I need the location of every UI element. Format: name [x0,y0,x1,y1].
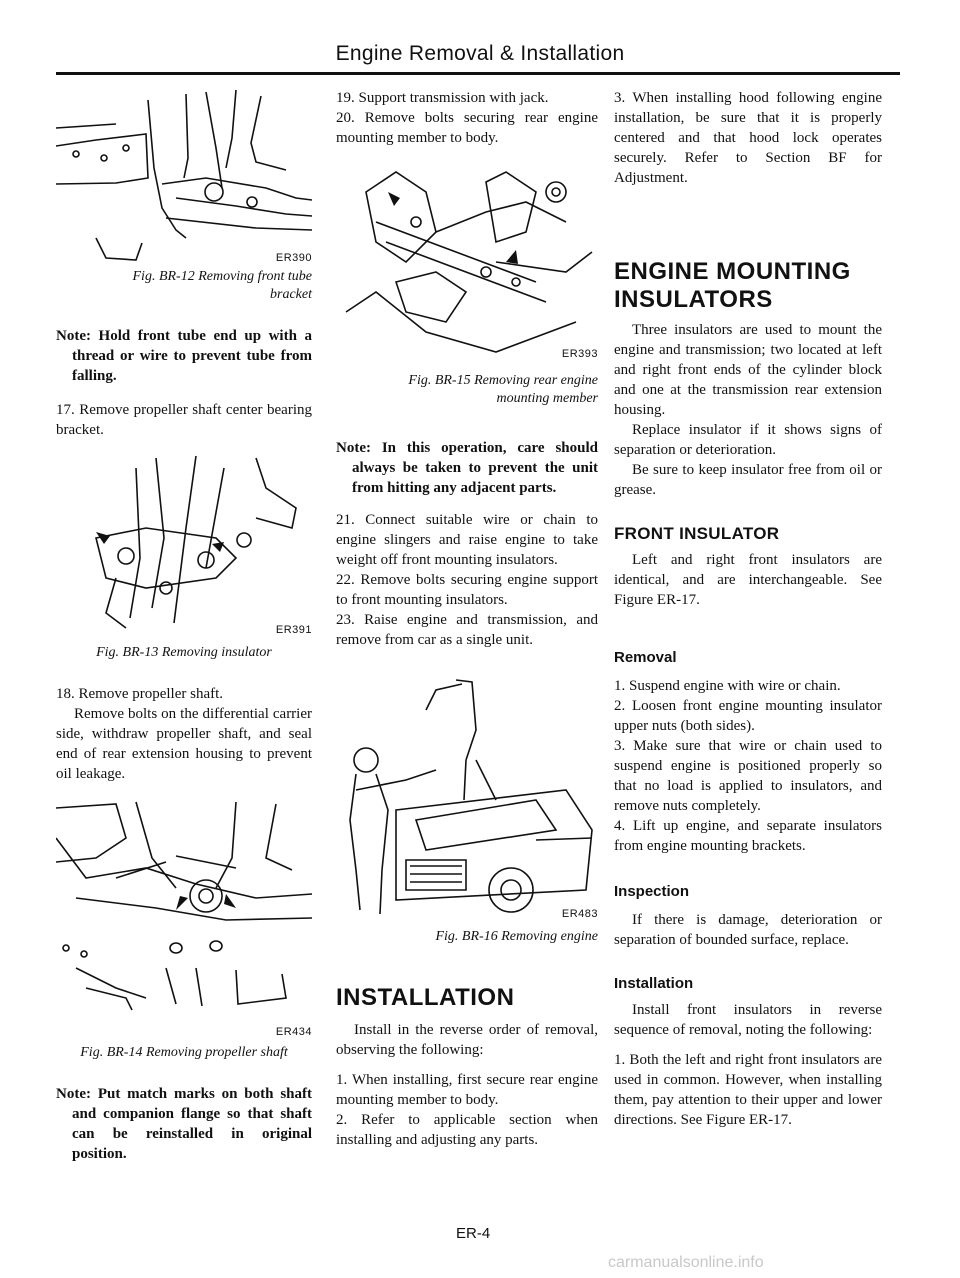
section-heading: ENGINE MOUNTING [614,258,851,285]
removal-step-2: 2. Loosen front engine mounting insulator upper nuts (both sides). [614,698,882,734]
install-intro: Install in the reverse order of removal, observing the following: [336,1022,598,1058]
inspection-paragraph: If there is damage, deterioration or separation of bounded surface, replace. [614,912,882,948]
install-step-3: 3. When installing hood following engine installation, be sure that it is properly centered and that hood lock operates securely. Refer to Section BF for Adjustment. [614,90,882,186]
front-insulator-paragraph: Left and right front insulators are identical, and are interchangeable. See Figure ER-17. [614,552,882,608]
figure-br12 [56,88,312,266]
front-tube-bracket-illustration [56,88,312,266]
page-header: Engine Removal & Installation [335,42,625,65]
figure-br13 [56,448,312,638]
step-21: 21. Connect suitable wire or chain to engine slingers and raise engine to take weight off front mounting insulators. [336,512,598,568]
installation-step-1: 1. Both the left and right front insulators are used in common. However, when installing them, pay attention to their upper and lower directions. See Figure ER-17. [614,1052,882,1128]
column-middle [336,88,598,1150]
step-17: 17. Remove propeller shaft center bearing bracket. [56,402,312,438]
figure-code: ER390 [275,252,312,264]
figure-caption: Fig. BR-16 Removing engine [435,929,598,944]
install-step-1: 1. When installing, first secure rear engine mounting member to body. [336,1072,598,1108]
figure-caption: Fig. BR-12 Removing front tube [132,269,312,284]
note-care: Note: In this operation, care should always be taken to prevent the unit from hitting any adjacent parts. [336,440,598,496]
figure-code: ER393 [561,348,598,360]
figure-br14 [56,798,312,1016]
installation-heading: INSTALLATION [336,984,515,1011]
installation-subheading: Installation [614,975,694,992]
installation-paragraph: Install front insulators in reverse sequence of removal, noting the following: [614,1002,882,1038]
figure-br15 [336,162,598,362]
note-front-tube: Note: Hold front tube end up with a thread or wire to prevent tube from falling. [56,328,312,384]
step-22: 22. Remove bolts securing engine support to front mounting insulators. [336,572,598,608]
removal-step-1: 1. Suspend engine with wire or chain. [614,678,841,694]
header-rule [56,72,900,75]
rear-mounting-member-illustration [336,162,598,362]
insulators-paragraph-2: Replace insulator if it shows signs of separation or deterioration. [614,422,882,458]
propeller-shaft-illustration [56,798,312,1016]
engine-removal-illustration [336,670,598,920]
column-left [56,88,312,1164]
install-step-2: 2. Refer to applicable section when installing and adjusting any parts. [336,1112,598,1148]
figure-caption-cont: bracket [270,287,312,302]
step-19: 19. Support transmission with jack. [336,90,549,106]
figure-code: ER391 [275,624,312,636]
insulators-paragraph-3: Be sure to keep insulator free from oil or grease. [614,462,882,498]
column-right [614,88,882,1130]
inspection-heading: Inspection [614,883,690,900]
step-20: 20. Remove bolts securing rear engine mounting member to body. [336,110,598,146]
removal-step-3: 3. Make sure that wire or chain used to suspend engine is positioned properly so that no load is applied to insulators, and remove nuts completely. [614,738,882,814]
watermark: carmanualsonline.info [608,1254,764,1271]
removal-step-4: 4. Lift up engine, and separate insulators from engine mounting brackets. [614,818,882,854]
figure-caption-cont: mounting member [496,391,598,406]
figure-caption: Fig. BR-13 Removing insulator [96,645,272,660]
figure-code: ER483 [561,908,598,920]
step-18: 18. Remove propeller shaft. [56,686,224,702]
front-insulator-heading: FRONT INSULATOR [614,524,780,543]
removal-heading: Removal [614,649,677,666]
figure-br16 [336,670,598,920]
figure-code: ER434 [275,1026,312,1038]
page-number: ER-4 [456,1225,491,1242]
note-match-marks: Note: Put match marks on both shaft and companion flange so that shaft can be reinstalled in original position. [56,1086,312,1162]
figure-caption: Fig. BR-14 Removing propeller shaft [80,1045,288,1060]
insulator-illustration [56,448,312,638]
step-18-body: Remove bolts on the differential carrier side, withdraw propeller shaft, and seal end of rear extension housing to prevent oil leakage. [56,706,312,782]
section-heading-cont: INSULATORS [614,286,773,313]
figure-caption: Fig. BR-15 Removing rear engine [408,373,598,388]
insulators-paragraph-1: Three insulators are used to mount the engine and transmission; two located at left and right front ends of the cylinder block and one at the transmission rear extension housing. [614,322,882,418]
step-23: 23. Raise engine and transmission, and remove from car as a single unit. [336,612,598,648]
